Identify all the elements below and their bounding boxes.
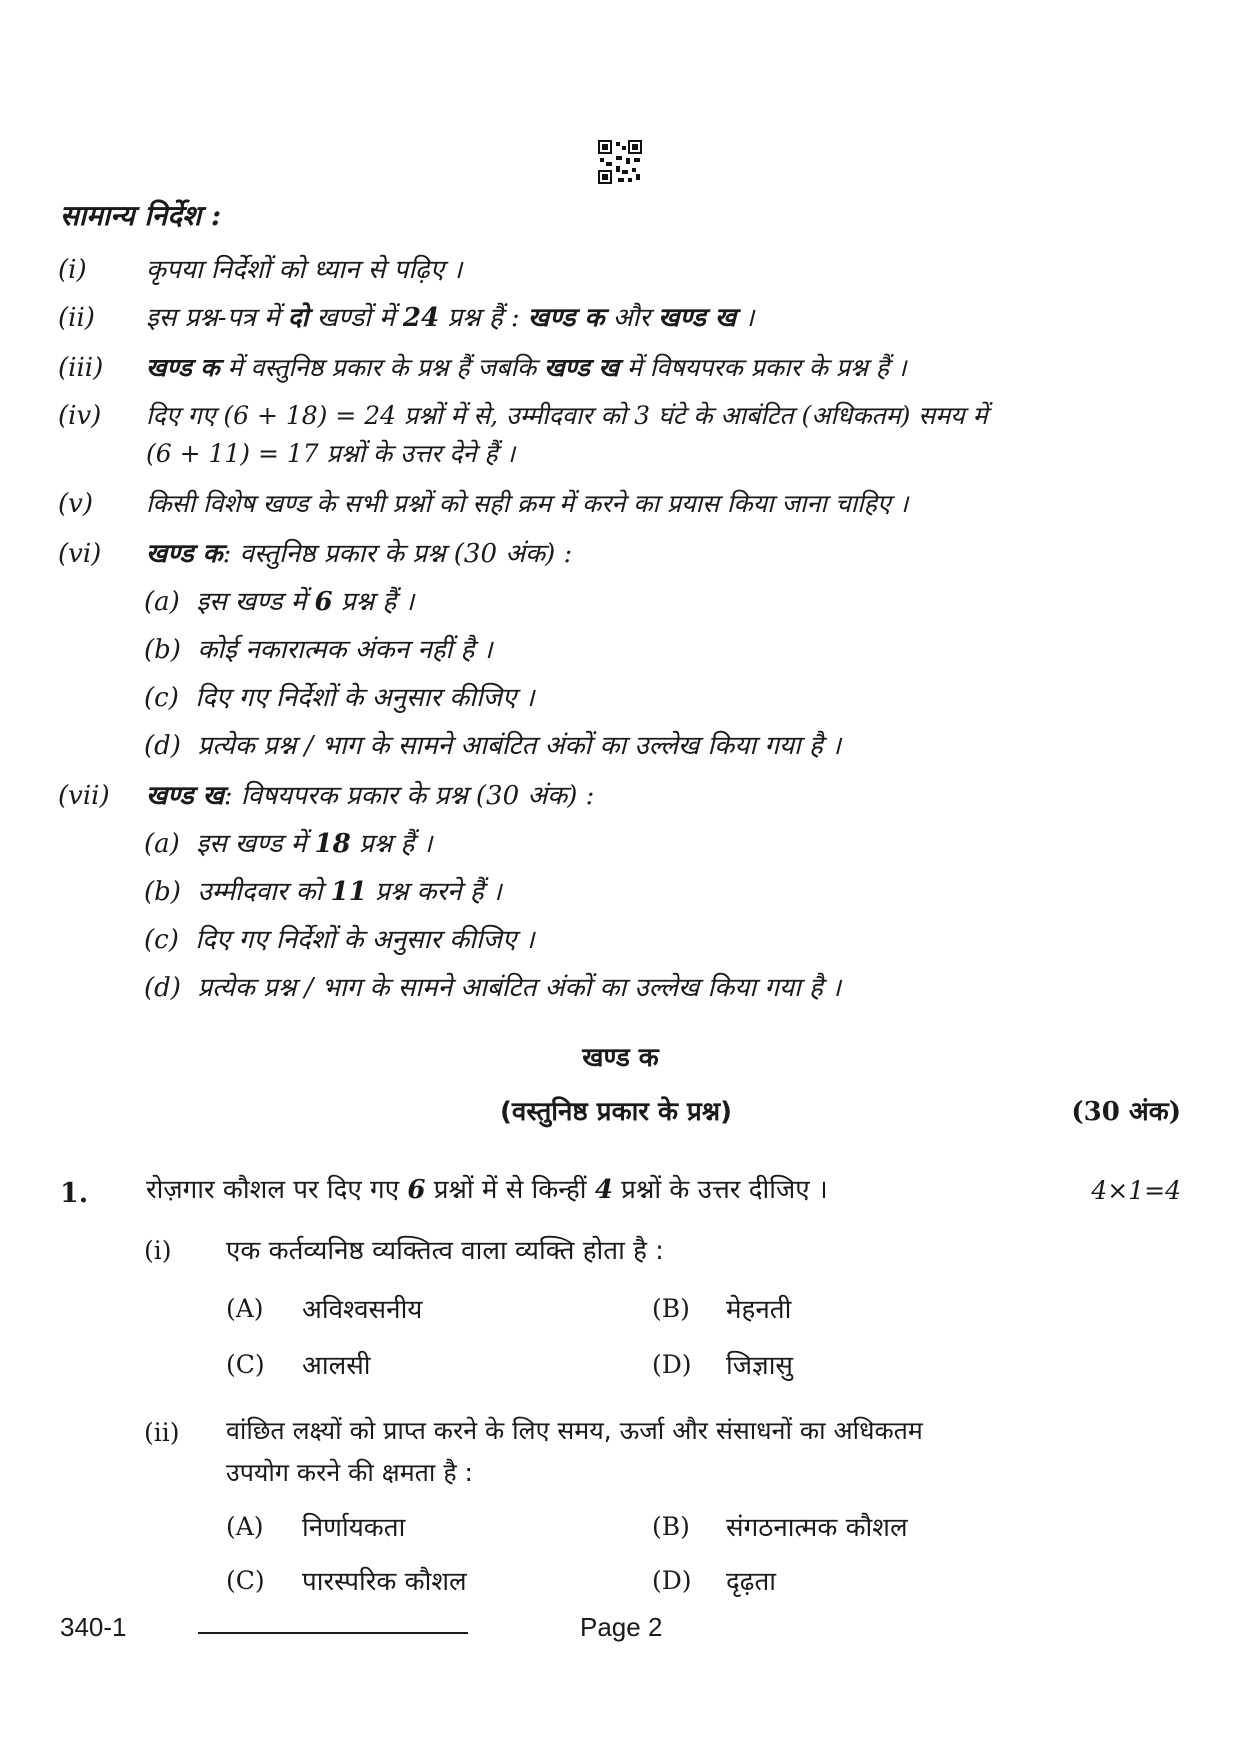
question-number: 1. — [60, 1178, 89, 1209]
sub-instruction: (a) इस खण्ड में 6 प्रश्न हैं । — [144, 587, 415, 617]
option-text: संगठनात्मक कौशल — [726, 1513, 908, 1543]
option-label: (B) — [652, 1512, 690, 1541]
option-text: मेहनती — [726, 1295, 792, 1325]
option-label: (A) — [226, 1512, 264, 1541]
instruction-text: खण्ड ख: विषयपरक प्रकार के प्रश्न (30 अंक) : — [146, 781, 595, 811]
sub-instruction: (a) इस खण्ड में 18 प्रश्न हैं । — [144, 829, 433, 859]
subquestion-text: एक कर्तव्यनिष्ठ व्यक्तित्व वाला व्यक्ति होता है : — [226, 1236, 664, 1266]
question-text: रोज़गार कौशल पर दिए गए 6 प्रश्नों में से किन्हीं 4 प्रश्नों के उत्तर दीजिए । — [146, 1175, 828, 1205]
subquestion-number: (i) — [144, 1236, 172, 1265]
sub-instruction: (d) प्रत्येक प्रश्न / भाग के सामने आबंटित अंकों का उल्लेख किया गया है । — [144, 973, 841, 1003]
subquestion-number: (ii) — [144, 1418, 180, 1447]
general-instructions-heading: सामान्य निर्देश : — [60, 199, 222, 232]
instruction-number: (v) — [58, 489, 93, 519]
instruction-text: इस प्रश्न-पत्र में दो खण्डों में 24 प्रश्न हैं : खण्ड क और खण्ड ख । — [146, 303, 755, 333]
footer-divider — [198, 1632, 468, 1634]
qr-code-icon — [598, 140, 642, 184]
sub-instruction: (b) कोई नकारात्मक अंकन नहीं है । — [144, 635, 493, 665]
sub-instruction: (c) दिए गए निर्देशों के अनुसार कीजिए । — [144, 683, 535, 713]
option-text: पारस्परिक कौशल — [302, 1567, 467, 1597]
option-text: आलसी — [302, 1351, 371, 1381]
subquestion-text-line1: वांछित लक्ष्यों को प्राप्त करने के लिए समय, ऊर्जा और संसाधनों का अधिकतम — [226, 1416, 923, 1445]
instruction-number: (iii) — [58, 353, 104, 383]
instruction-text: खण्ड क में वस्तुनिष्ठ प्रकार के प्रश्न हैं जबकि खण्ड ख में विषयपरक प्रकार के प्रश्न हैं । — [146, 353, 907, 382]
sub-instruction: (d) प्रत्येक प्रश्न / भाग के सामने आबंटित अंकों का उल्लेख किया गया है । — [144, 731, 841, 761]
question-marks: 4×1=4 — [1091, 1176, 1181, 1205]
instruction-number: (vi) — [58, 539, 102, 569]
option-text: दृढ़ता — [726, 1567, 776, 1597]
instruction-number: (i) — [58, 255, 87, 285]
instruction-number: (iv) — [58, 401, 102, 431]
section-subtitle: (वस्तुनिष्ठ प्रकार के प्रश्न) — [500, 1097, 733, 1127]
sub-instruction: (b) उम्मीदवार को 11 प्रश्न करने हैं । — [144, 877, 502, 907]
page-number: Page 2 — [580, 1612, 663, 1642]
instruction-text-line2: (6 + 11) = 17 प्रश्नों के उत्तर देने हैं । — [146, 439, 516, 468]
option-label: (B) — [652, 1294, 690, 1323]
section-marks: (30 अंक) — [1071, 1097, 1181, 1127]
instruction-number: (vii) — [58, 781, 110, 811]
instruction-text: कृपया निर्देशों को ध्यान से पढ़िए । — [146, 255, 463, 285]
paper-code: 340-1 — [60, 1612, 127, 1642]
instruction-text: किसी विशेष खण्ड के सभी प्रश्नों को सही क्रम में करने का प्रयास किया जाना चाहिए । — [146, 489, 909, 518]
option-label: (C) — [226, 1350, 265, 1379]
instruction-text-line1: दिए गए (6 + 18) = 24 प्रश्नों में से, उम्मीदवार को 3 घंटे के आबंटित (अधिकतम) समय में — [146, 401, 988, 430]
option-label: (D) — [652, 1566, 692, 1595]
option-label: (C) — [226, 1566, 265, 1595]
option-text: निर्णायकता — [302, 1513, 406, 1543]
section-title: खण्ड क — [582, 1043, 659, 1073]
option-label: (D) — [652, 1350, 692, 1379]
option-text: जिज्ञासु — [726, 1351, 794, 1381]
sub-instruction: (c) दिए गए निर्देशों के अनुसार कीजिए । — [144, 925, 535, 955]
subquestion-text-line2: उपयोग करने की क्षमता है : — [226, 1458, 473, 1487]
option-text: अविश्वसनीय — [302, 1295, 423, 1325]
option-label: (A) — [226, 1294, 264, 1323]
instruction-number: (ii) — [58, 303, 95, 333]
instruction-text: खण्ड क: वस्तुनिष्ठ प्रकार के प्रश्न (30 अंक) : — [146, 539, 573, 569]
